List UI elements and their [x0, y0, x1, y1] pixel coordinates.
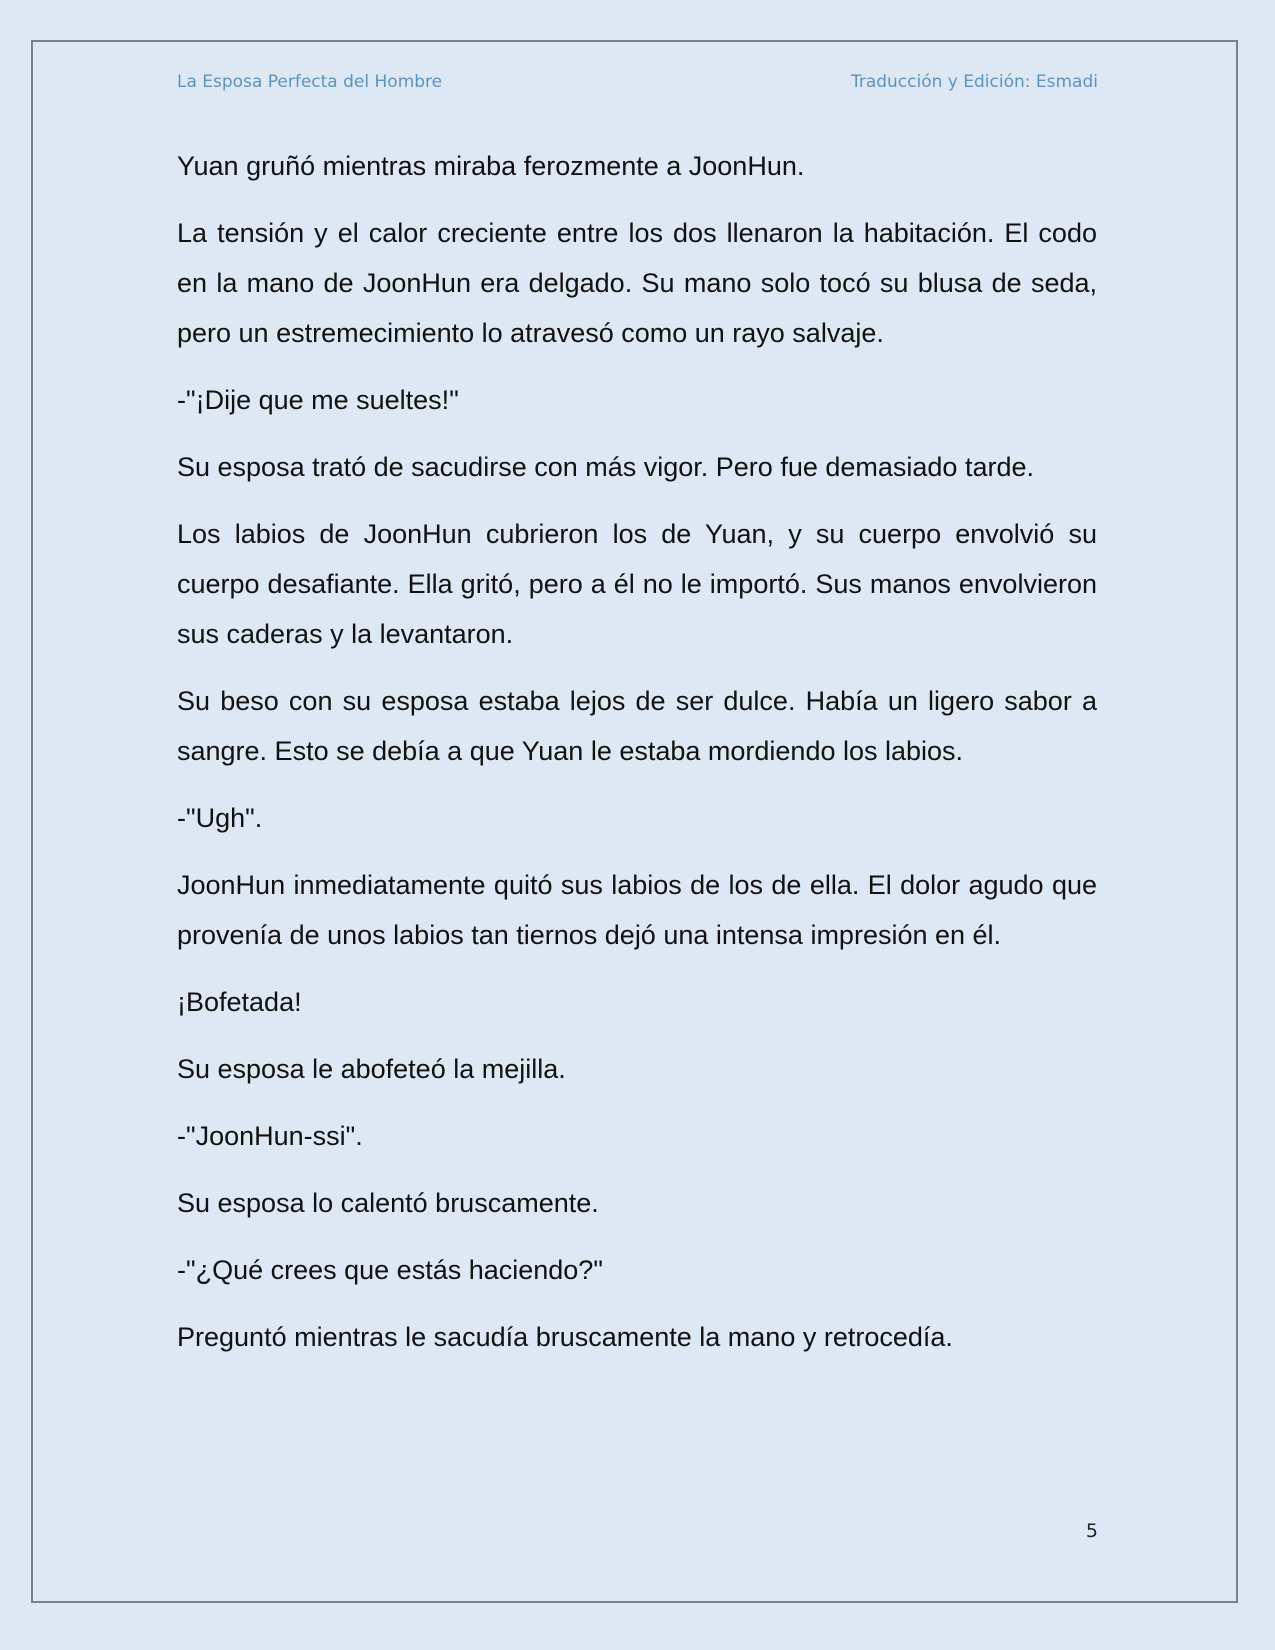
header-book-title: La Esposa Perfecta del Hombre	[177, 72, 443, 92]
page-header	[177, 72, 1098, 96]
page-number: 5	[1085, 1520, 1098, 1542]
paragraph: -"JoonHun-ssi".	[177, 1121, 363, 1151]
paragraph: ¡Bofetada!	[177, 987, 302, 1017]
paragraph: Yuan gruñó mientras miraba ferozmente a JoonHun.	[177, 151, 805, 181]
document-body	[177, 141, 1097, 1379]
paragraph: Su esposa le abofeteó la mejilla.	[177, 1054, 566, 1084]
paragraph: -"Ugh".	[177, 803, 263, 833]
paragraph: JoonHun inmediatamente quitó sus labios de los de ella. El dolor agudo que provenía de unos labios tan tiernos dejó una intensa impresión en él.	[177, 870, 1097, 950]
header-credits: Traducción y Edición: Esmadi	[850, 72, 1098, 92]
paragraph: Preguntó mientras le sacudía bruscamente la mano y retrocedía.	[177, 1322, 953, 1352]
paragraph: Los labios de JoonHun cubrieron los de Yuan, y su cuerpo envolvió su cuerpo desafiante. Ella gritó, pero a él no le importó. Sus manos envolvieron sus caderas y la levantaron.	[177, 519, 1097, 649]
paragraph: -"¿Qué crees que estás haciendo?"	[177, 1255, 603, 1285]
paragraph: -"¡Dije que me sueltes!"	[177, 385, 459, 415]
paragraph: La tensión y el calor creciente entre los dos llenaron la habitación. El codo en la mano de JoonHun era delgado. Su mano solo tocó su blusa de seda, pero un estremecimiento lo atravesó como un rayo salvaje.	[177, 218, 1097, 348]
paragraph: Su beso con su esposa estaba lejos de ser dulce. Había un ligero sabor a sangre. Esto se debía a que Yuan le estaba mordiendo los labios.	[177, 686, 1097, 766]
paragraph: Su esposa trató de sacudirse con más vigor. Pero fue demasiado tarde.	[177, 452, 1034, 482]
paragraph: Su esposa lo calentó bruscamente.	[177, 1188, 599, 1218]
